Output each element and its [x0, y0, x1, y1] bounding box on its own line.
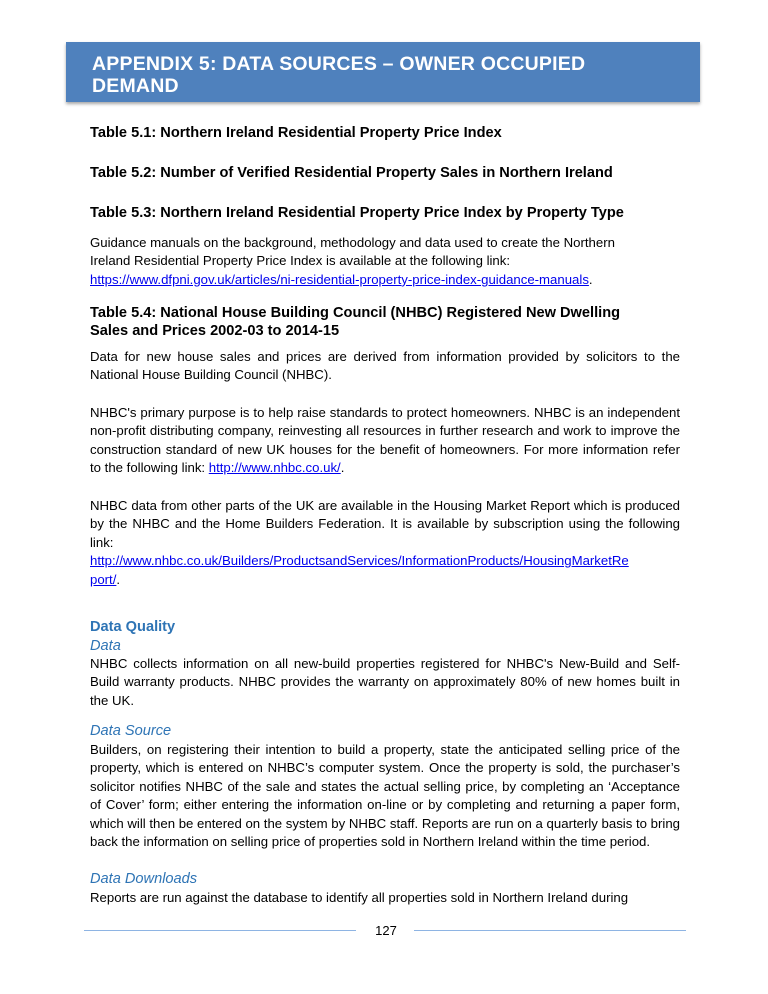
- uk-data-suffix: .: [116, 571, 121, 587]
- table-5-2-heading: Table 5.2: Number of Verified Residential Property Sales in Northern Ireland: [90, 165, 613, 181]
- table-5-4-heading-line-1: Table 5.4: National House Building Council (NHBC) Registered New Dwelling: [90, 305, 621, 321]
- table-5-1-heading: Table 5.1: Northern Ireland Residential Property Price Index: [90, 125, 502, 141]
- data-paragraph: NHBC collects information on all new-build properties registered for NHBC's New-Build and Self-Build warranty products. NHBC provides the warranty on approximately 80% of new homes built in the UK.: [90, 656, 680, 708]
- uk-data-text: NHBC data from other parts of the UK are available in the Housing Market Report which is produced by the NHBC and the Home Builders Federation. It is available by subscription using the following link:: [90, 498, 680, 550]
- nhbc-purpose-suffix: .: [340, 460, 345, 476]
- page-title: [92, 53, 692, 97]
- data-downloads-subheading: Data Downloads: [90, 871, 198, 887]
- page-title-line-2: DEMAND: [92, 75, 179, 97]
- nhbc-purpose-paragraph: [90, 404, 680, 478]
- appendix-banner: [66, 42, 700, 102]
- nhbc-home-link[interactable]: http://www.nhbc.co.uk/: [208, 460, 341, 476]
- data-quality-heading: Data Quality: [90, 619, 176, 635]
- guidance-manuals-link[interactable]: https://www.dfpni.gov.uk/articles/ni-residential-property-price-index-guidance-manuals: [90, 271, 589, 287]
- table-5-4-heading-line-2: Sales and Prices 2002-03 to 2014-15: [90, 323, 340, 339]
- data-downloads-paragraph: Reports are run against the database to identify all properties sold in Northern Ireland during: [90, 890, 629, 905]
- table-5-4-heading: [90, 304, 686, 340]
- page-title-line-1: APPENDIX 5: DATA SOURCES – OWNER OCCUPIED: [92, 53, 586, 75]
- guidance-line-1: Guidance manuals on the background, methodology and data used to create the Northern: [90, 235, 615, 250]
- data-source-paragraph: Builders, on registering their intention to build a property, state the anticipated selling price of the property, which is entered on NHBC’s computer system. Once the property is sold, the purchaser’s solicitor notifies NHBC of the sale and states the actual selling price, by completing an ‘Acceptance of Cover’ form; either entering the information on-line or by completing and returning a paper form, which will then be entered on the system by NHBC staff. Reports are run on a quarterly basis to bring back the information on selling price of properties sold in Northern Ireland within the time period.: [90, 742, 680, 850]
- page-number: 127: [375, 923, 397, 938]
- guidance-link-suffix: .: [588, 271, 593, 287]
- guidance-paragraph: [90, 234, 680, 289]
- data-subheading: Data: [90, 638, 121, 654]
- housing-market-report-link[interactable]: [90, 553, 629, 586]
- data-source-subheading: Data Source: [90, 723, 172, 739]
- footer-rule-left: [84, 930, 356, 931]
- footer-rule-right: [414, 930, 686, 931]
- nhbc-purpose-text: NHBC's primary purpose is to help raise standards to protect homeowners. NHBC is an independent non-profit distributing company, reinvesting all resources in further research and work to improve the construction standard of new UK houses for the benefit of homeowners. For more information refer to the following link:: [90, 405, 680, 476]
- guidance-line-2: Ireland Residential Property Price Index is available at the following link:: [90, 253, 511, 269]
- new-sales-paragraph: Data for new house sales and prices are derived from information provided by solicitors to the National House Building Council (NHBC).: [90, 349, 680, 383]
- table-5-3-heading: Table 5.3: Northern Ireland Residential Property Price Index by Property Type: [90, 205, 624, 221]
- housing-market-link-line-2: port/: [90, 571, 117, 587]
- uk-data-paragraph: [90, 497, 680, 589]
- housing-market-link-line-1: http://www.nhbc.co.uk/Builders/ProductsandServices/InformationProducts/HousingMarketRe: [90, 553, 629, 569]
